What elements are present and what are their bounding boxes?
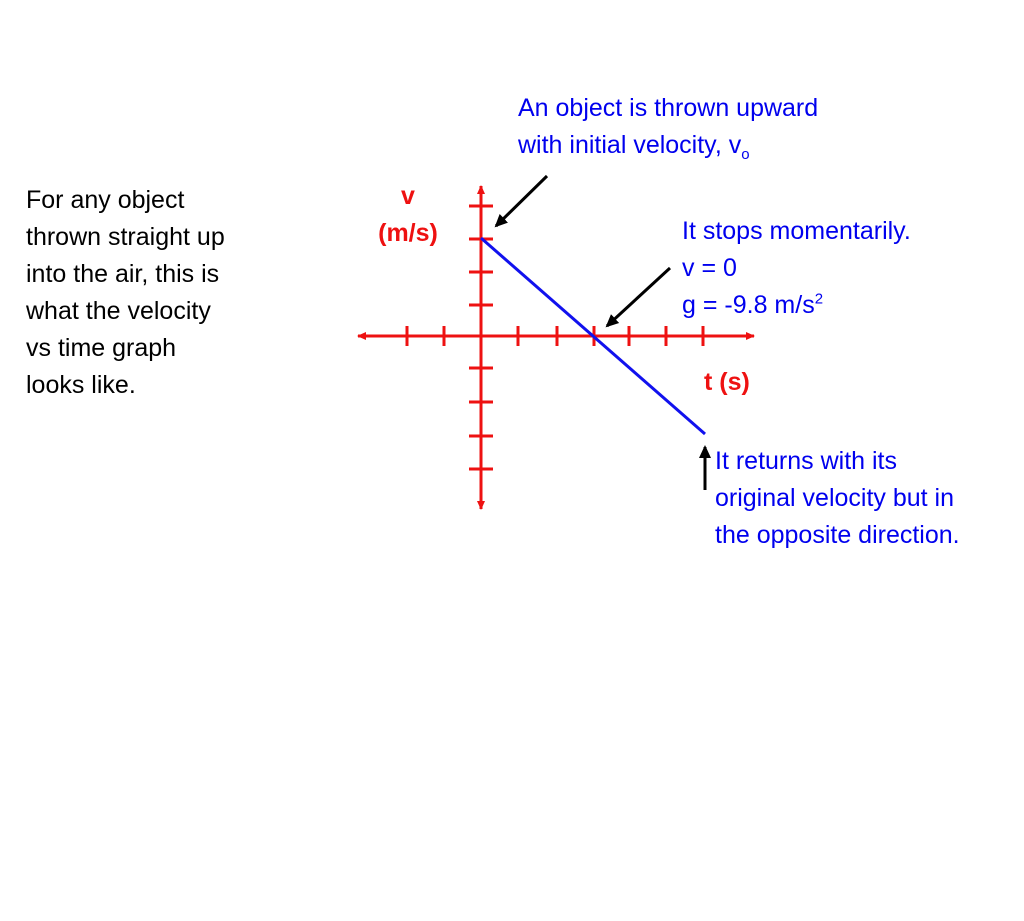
- intro-line: into the air, this is: [26, 260, 220, 288]
- subscript: o: [741, 146, 750, 163]
- annotation-line: An object is thrown upward: [518, 94, 819, 122]
- intro-line: thrown straight up: [26, 223, 225, 251]
- x-axis-label: t (s): [704, 368, 750, 396]
- annotation-line: It stops momentarily.: [682, 217, 911, 245]
- intro-line: For any object: [26, 186, 185, 214]
- intro-line: what the velocity: [26, 297, 211, 325]
- annotation-line: v = 0: [682, 254, 737, 282]
- annotation-text: g = -9.8 m/s: [682, 291, 815, 319]
- annotation-line: original velocity but in: [715, 484, 955, 512]
- annotation-line: the opposite direction.: [715, 521, 960, 549]
- intro-line: vs time graph: [26, 334, 177, 362]
- annotation-line: It returns with its: [715, 447, 897, 475]
- superscript: 2: [814, 290, 824, 308]
- arrow-stops-point: [607, 268, 670, 326]
- arrow-initial-velocity: [496, 176, 547, 226]
- annotation-text: with initial velocity, v: [518, 131, 742, 159]
- intro-line: looks like.: [26, 371, 136, 399]
- y-axis-label-symbol: v: [401, 182, 415, 210]
- y-axis-label-unit: (m/s): [378, 219, 438, 247]
